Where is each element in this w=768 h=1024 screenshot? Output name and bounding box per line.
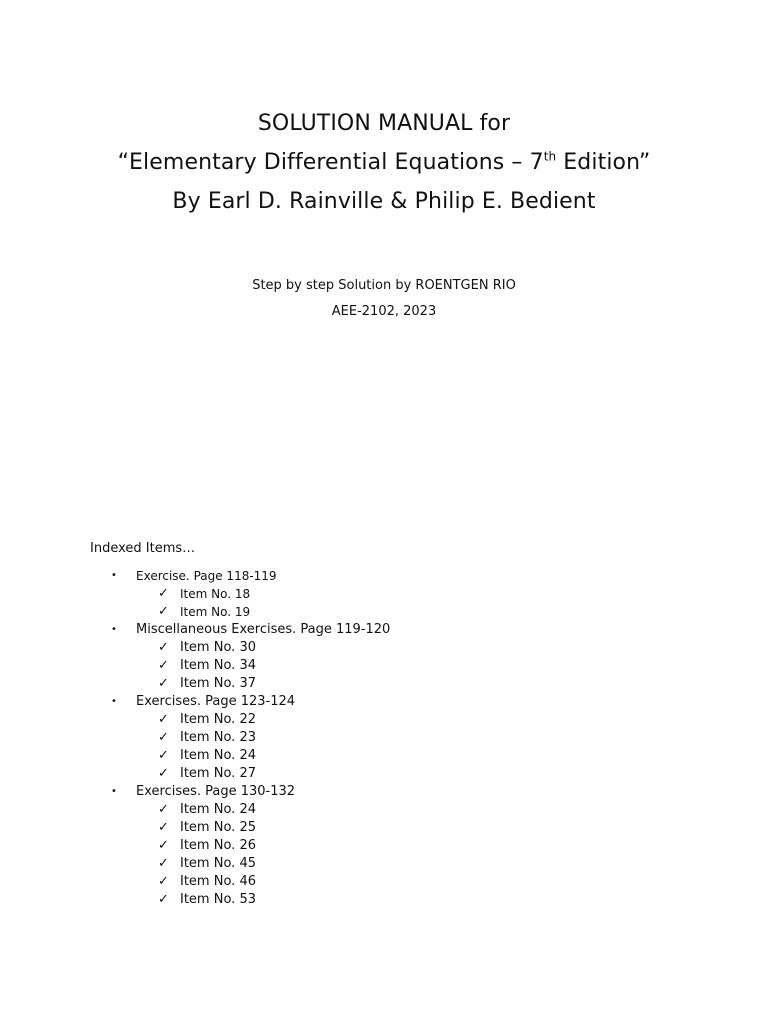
list-item	[106, 891, 390, 909]
bullet-icon: •	[111, 624, 117, 635]
checkmark-icon: ✓	[158, 892, 169, 907]
section-row	[106, 693, 390, 711]
item-label: Item No. 25	[180, 820, 256, 835]
list-item	[106, 603, 390, 621]
checkmark-icon: ✓	[158, 838, 169, 853]
title-line-2	[0, 143, 768, 182]
bullet-icon: •	[111, 570, 117, 581]
title-line-3: By Earl D. Rainville & Philip E. Bedient	[172, 189, 596, 214]
list-item	[106, 819, 390, 837]
item-label: Item No. 53	[180, 892, 256, 907]
item-label: Item No. 27	[180, 766, 256, 781]
checkmark-icon: ✓	[158, 676, 169, 691]
checkmark-icon: ✓	[158, 712, 169, 727]
item-label: Item No. 23	[180, 730, 256, 745]
section-label: Exercises. Page 130-132	[136, 784, 296, 799]
section-row	[106, 783, 390, 801]
title-line-2-suffix: Edition”	[556, 150, 651, 175]
list-item	[106, 711, 390, 729]
index-section	[106, 693, 390, 783]
index-heading: Indexed Items…	[90, 541, 196, 556]
bullet-icon: •	[111, 786, 117, 797]
item-list	[106, 585, 390, 621]
item-list	[106, 711, 390, 783]
item-label: Item No. 22	[180, 712, 256, 727]
checkmark-icon: ✓	[158, 748, 169, 763]
list-item	[106, 747, 390, 765]
item-label: Item No. 30	[180, 640, 256, 655]
checkmark-icon: ✓	[158, 874, 169, 889]
list-item	[106, 873, 390, 891]
item-label: Item No. 19	[180, 605, 251, 619]
checkmark-icon: ✓	[158, 730, 169, 745]
checkmark-icon: ✓	[158, 802, 169, 817]
item-list	[106, 639, 390, 693]
section-row	[106, 567, 390, 585]
item-label: Item No. 18	[180, 587, 251, 601]
course-code: AEE-2102, 2023	[331, 304, 437, 319]
item-label: Item No. 26	[180, 838, 256, 853]
item-list	[106, 801, 390, 909]
list-item	[106, 855, 390, 873]
checkmark-icon: ✓	[158, 586, 169, 601]
author-credit: Step by step Solution by ROENTGEN RIO	[252, 278, 516, 293]
checkmark-icon: ✓	[158, 856, 169, 871]
item-label: Item No. 24	[180, 748, 256, 763]
item-label: Item No. 46	[180, 874, 256, 889]
title-line-2-superscript: th	[543, 149, 557, 164]
section-label: Miscellaneous Exercises. Page 119-120	[136, 622, 391, 637]
item-label: Item No. 37	[180, 676, 256, 691]
index-section	[106, 621, 390, 693]
list-item	[106, 765, 390, 783]
item-label: Item No. 24	[180, 802, 256, 817]
document-title	[0, 104, 768, 221]
section-row	[106, 621, 390, 639]
title-line-2-prefix: “Elementary Differential Equations – 7	[117, 150, 544, 175]
list-item	[106, 801, 390, 819]
item-label: Item No. 34	[180, 658, 256, 673]
title-line-1: SOLUTION MANUAL for	[257, 111, 511, 136]
list-item	[106, 729, 390, 747]
checkmark-icon: ✓	[158, 820, 169, 835]
list-item	[106, 837, 390, 855]
checkmark-icon: ✓	[158, 640, 169, 655]
list-item	[106, 639, 390, 657]
index-section	[106, 567, 390, 621]
index-list	[106, 567, 390, 909]
list-item	[106, 675, 390, 693]
checkmark-icon: ✓	[158, 604, 169, 619]
list-item	[106, 657, 390, 675]
bullet-icon: •	[111, 696, 117, 707]
item-label: Item No. 45	[180, 856, 256, 871]
checkmark-icon: ✓	[158, 658, 169, 673]
checkmark-icon: ✓	[158, 766, 169, 781]
byline	[0, 273, 768, 325]
list-item	[106, 585, 390, 603]
section-label: Exercise. Page 118-119	[136, 569, 277, 583]
section-label: Exercises. Page 123-124	[136, 694, 296, 709]
index-section	[106, 783, 390, 909]
